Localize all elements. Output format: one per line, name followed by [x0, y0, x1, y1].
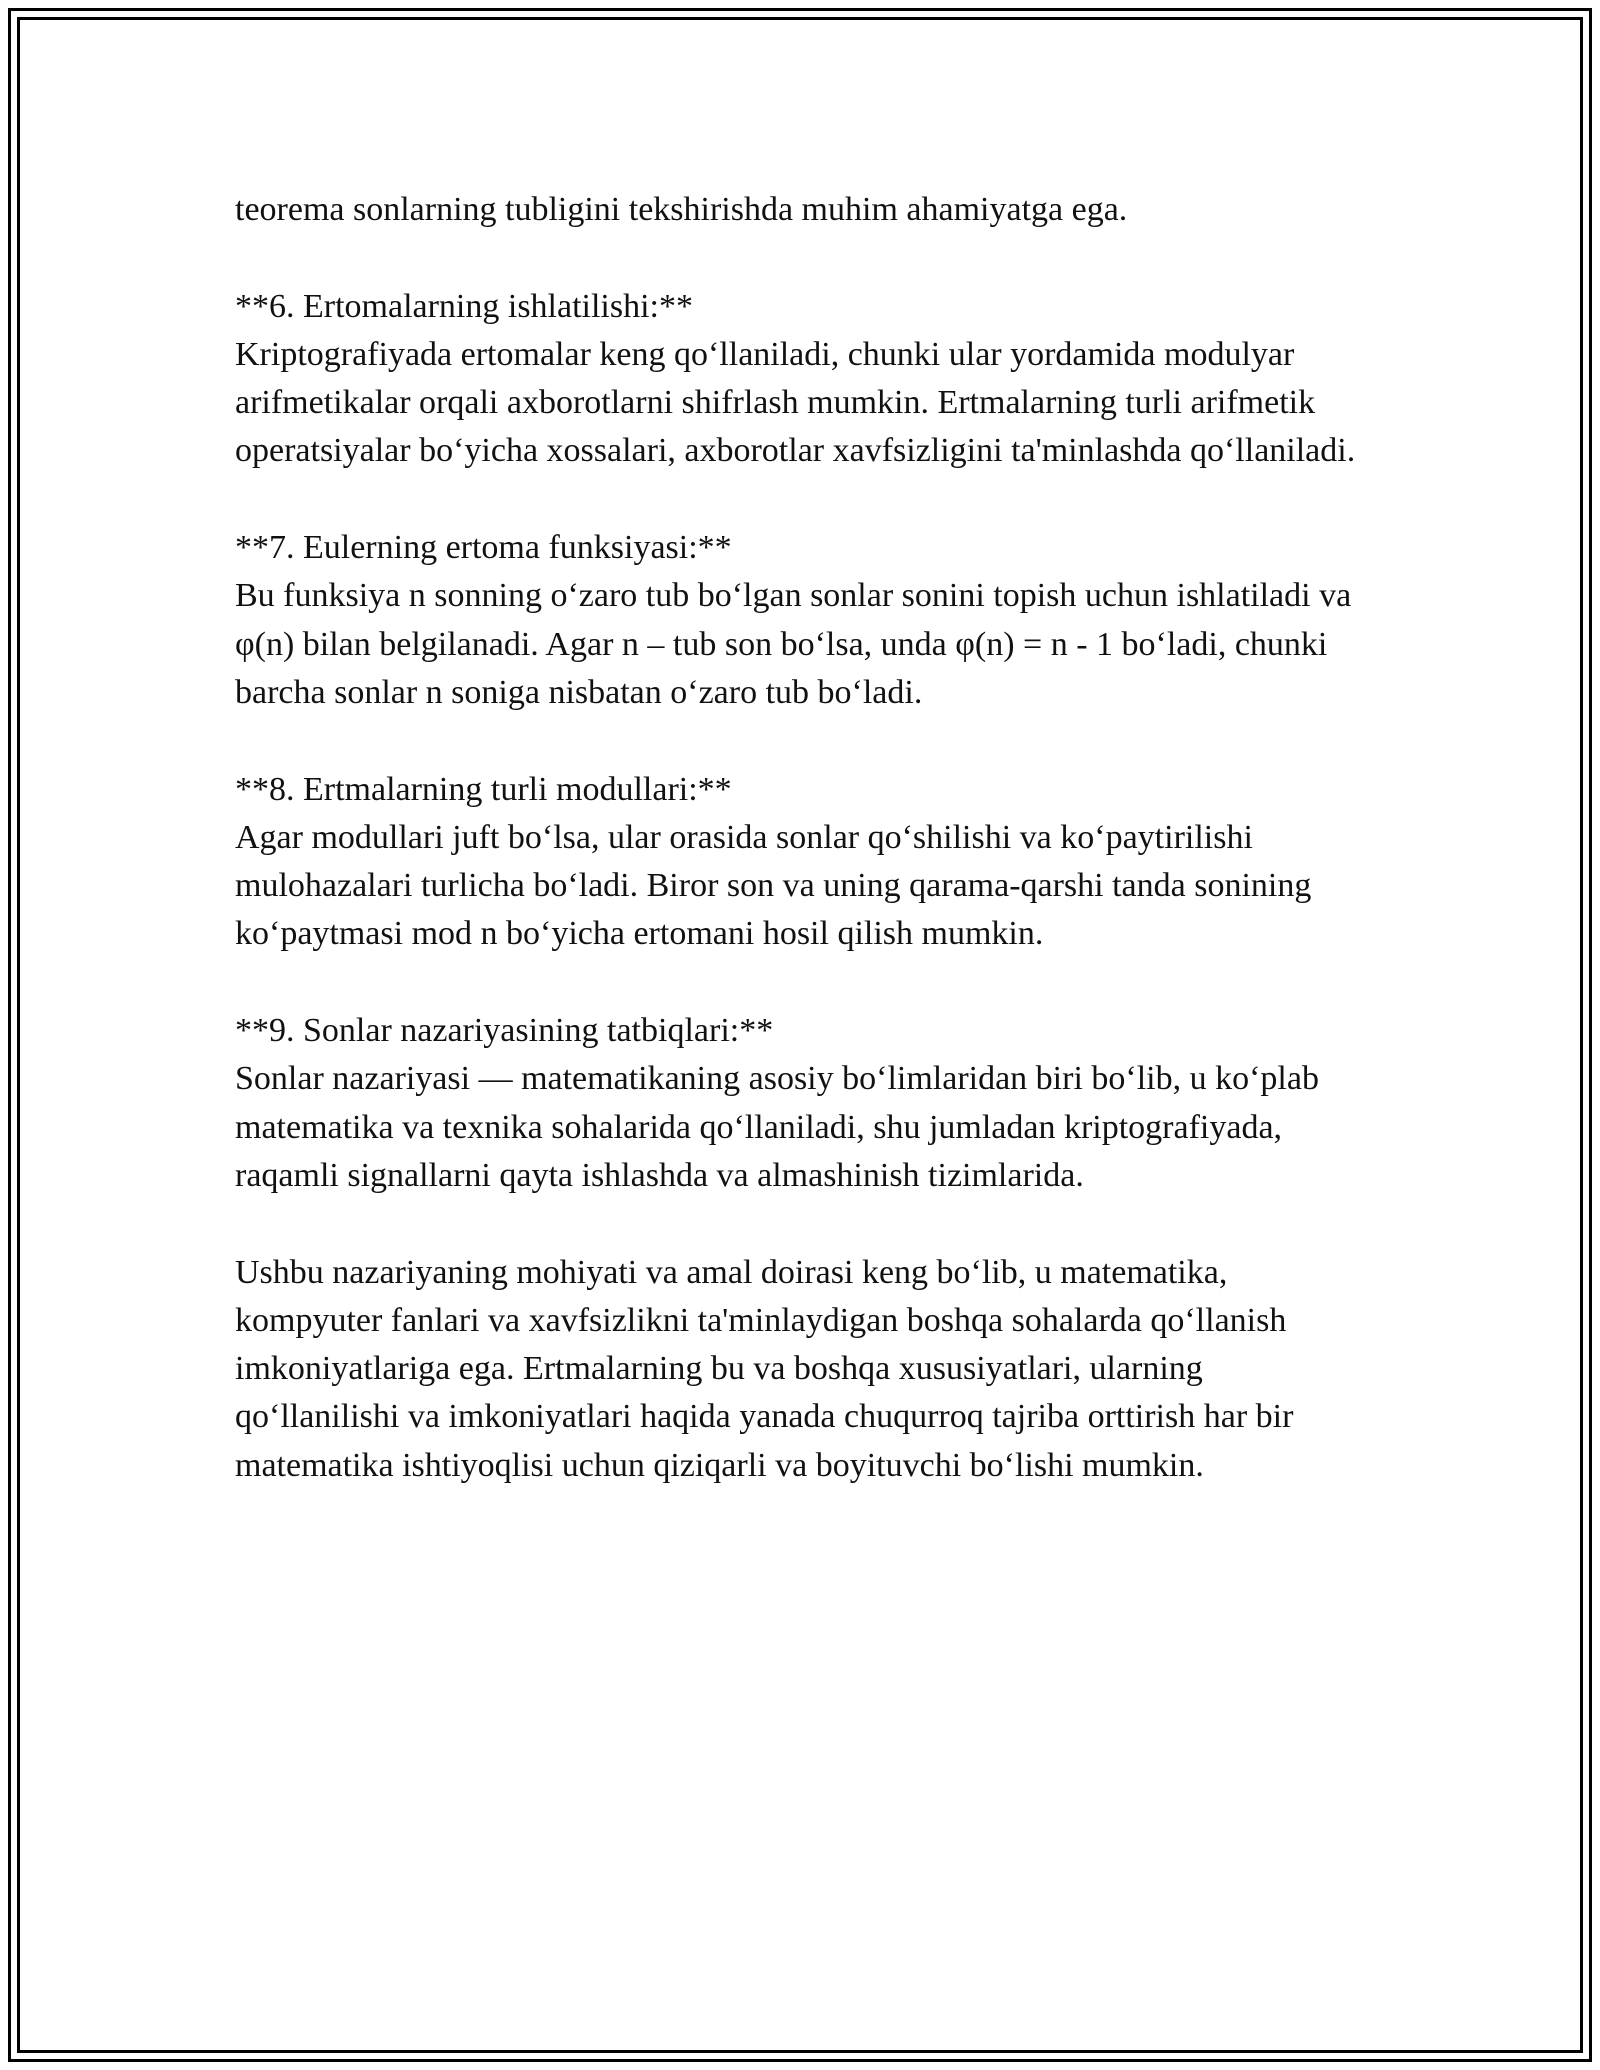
section-heading-8: **8. Ertmalarning turli modullari:**: [235, 770, 732, 808]
document-body: [235, 186, 1375, 1490]
section-body-6: Kriptografiyada ertomalar keng qo‘llaniladi, chunki ular yordamida modulyar arifmetikalar orqali axborotlarni shifrlash mumkin. Ertmalarning turli arifmetik operatsiyalar bo‘yicha xossalari, axborotlar xavfsizligini ta'minlashda qo‘llaniladi.: [235, 335, 1356, 470]
section-heading-6: **6. Ertomalarning ishlatilishi:**: [235, 287, 694, 325]
section-heading-7: **7. Eulerning ertoma funksiyasi:**: [235, 529, 732, 567]
conclusion-paragraph: Ushbu nazariyaning mohiyati va amal doirasi keng bo‘lib, u matematika, kompyuter fanlari va xavfsizlikni ta'minlaydigan boshqa sohalarda qo‘llanish imkoniyatlariga ega. Ertmalarning bu va boshqa xususiyatlari, ularning qo‘llanilishi va imkoniyatlari haqida yanada chuqurroq tajriba orttirish har bir matematika ishtiyoqlisi uchun qiziqarli va boyituvchi bo‘lishi mumkin.: [235, 1253, 1302, 1484]
section-body-9: Sonlar nazariyasi — matematikaning asosiy bo‘limlaridan biri bo‘lib, u ko‘plab matematika va texnika sohalarida qo‘llaniladi, shu jumladan kriptografiyada, raqamli signallarni qayta ishlashda va almashinish tizimlarida.: [235, 1060, 1328, 1194]
intro-continuation: teorema sonlarning tubligini tekshirishda muhim ahamiyatga ega.: [235, 191, 1128, 228]
section-body-8: Agar modullari juft bo‘lsa, ular orasida sonlar qo‘shilishi va ko‘paytirilishi mulohazalari turlicha bo‘ladi. Biror son va uning qarama-qarshi tanda sonining ko‘paytmasi mod n bo‘yicha ertomani hosil qilish mumkin.: [235, 818, 1320, 953]
paragraph-gap: [235, 717, 1375, 765]
paragraph-gap: [235, 476, 1375, 524]
paragraph-gap: [235, 959, 1375, 1007]
section-heading-9: **9. Sonlar nazariyasining tatbiqlari:**: [235, 1012, 774, 1050]
paragraph-gap: [235, 234, 1375, 282]
paragraph-gap: [235, 1200, 1375, 1248]
section-body-7: Bu funksiya n sonning o‘zaro tub bo‘lgan sonlar sonini topish uchun ishlatiladi va φ(n) bilan belgilanadi. Agar n – tub son bo‘lsa, unda φ(n) = n - 1 bo‘ladi, chunki barcha sonlar n soniga nisbatan o‘zaro tub bo‘ladi.: [235, 577, 1360, 711]
